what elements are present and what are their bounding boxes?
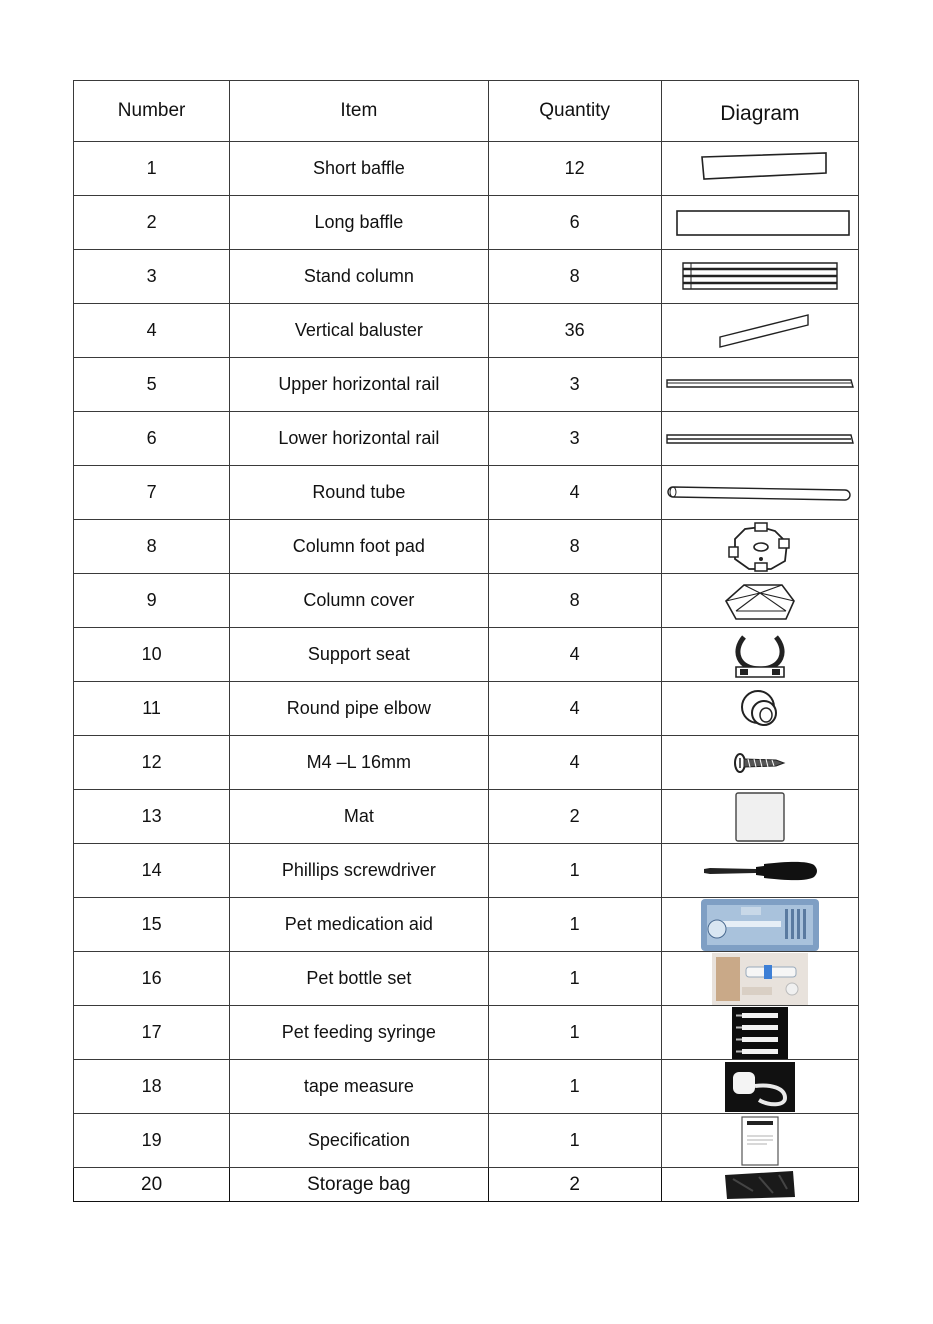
support-seat-icon — [662, 631, 858, 679]
table-row — [74, 1006, 859, 1060]
quantity-cell: 8 — [488, 250, 661, 304]
item-cell: Round tube — [230, 466, 488, 520]
diagram-cell — [661, 790, 858, 844]
item-cell: Phillips screwdriver — [230, 844, 488, 898]
diagram-cell — [661, 412, 858, 466]
foot-pad-icon — [662, 521, 858, 573]
quantity-cell: 3 — [488, 412, 661, 466]
medication-aid-photo — [662, 899, 858, 951]
number-cell: 14 — [74, 844, 230, 898]
item-cell: Lower horizontal rail — [230, 412, 488, 466]
table-row — [74, 412, 859, 466]
quantity-cell: 2 — [488, 1168, 661, 1202]
vertical-baluster-icon — [662, 309, 858, 353]
quantity-cell: 1 — [488, 1114, 661, 1168]
table-row — [74, 1168, 859, 1202]
diagram-cell — [661, 736, 858, 790]
quantity-cell: 4 — [488, 682, 661, 736]
pipe-elbow-icon — [662, 687, 858, 731]
diagram-cell — [661, 358, 858, 412]
item-cell: Mat — [230, 790, 488, 844]
item-cell: Stand column — [230, 250, 488, 304]
quantity-cell: 1 — [488, 952, 661, 1006]
diagram-cell — [661, 520, 858, 574]
quantity-cell: 3 — [488, 358, 661, 412]
diagram-cell — [661, 844, 858, 898]
item-cell: Vertical baluster — [230, 304, 488, 358]
table-row — [74, 574, 859, 628]
number-cell: 19 — [74, 1114, 230, 1168]
diagram-cell — [661, 1168, 858, 1202]
syringe-photo — [662, 1007, 858, 1059]
table-row — [74, 952, 859, 1006]
diagram-cell — [661, 952, 858, 1006]
number-cell: 13 — [74, 790, 230, 844]
item-cell: M4 –L 16mm — [230, 736, 488, 790]
table-row — [74, 196, 859, 250]
quantity-cell: 36 — [488, 304, 661, 358]
number-cell: 7 — [74, 466, 230, 520]
number-cell: 17 — [74, 1006, 230, 1060]
diagram-cell — [661, 628, 858, 682]
item-cell: Pet bottle set — [230, 952, 488, 1006]
quantity-cell: 8 — [488, 520, 661, 574]
item-cell: Support seat — [230, 628, 488, 682]
parts-list-table — [73, 80, 859, 1202]
table-row — [74, 790, 859, 844]
column-cover-icon — [662, 579, 858, 623]
short-baffle-icon — [662, 149, 858, 189]
item-cell: tape measure — [230, 1060, 488, 1114]
diagram-cell — [661, 250, 858, 304]
diagram-cell — [661, 304, 858, 358]
screw-icon — [662, 751, 858, 775]
number-cell: 12 — [74, 736, 230, 790]
number-cell: 4 — [74, 304, 230, 358]
item-cell: Short baffle — [230, 142, 488, 196]
quantity-cell: 1 — [488, 1060, 661, 1114]
table-row — [74, 1114, 859, 1168]
quantity-cell: 4 — [488, 466, 661, 520]
diagram-cell — [661, 1006, 858, 1060]
item-cell: Column foot pad — [230, 520, 488, 574]
number-cell: 1 — [74, 142, 230, 196]
diagram-cell — [661, 142, 858, 196]
quantity-cell: 12 — [488, 142, 661, 196]
number-cell: 8 — [74, 520, 230, 574]
diagram-cell — [661, 574, 858, 628]
bottle-set-photo — [662, 953, 858, 1005]
header-quantity: Quantity — [488, 81, 661, 142]
quantity-cell: 1 — [488, 844, 661, 898]
header-item: Item — [230, 81, 488, 142]
quantity-cell: 1 — [488, 898, 661, 952]
item-cell: Specification — [230, 1114, 488, 1168]
item-cell: Pet medication aid — [230, 898, 488, 952]
stand-column-icon — [662, 257, 858, 297]
number-cell: 6 — [74, 412, 230, 466]
diagram-cell — [661, 1114, 858, 1168]
screwdriver-icon — [662, 857, 858, 885]
diagram-cell — [661, 898, 858, 952]
diagram-cell — [661, 466, 858, 520]
item-cell: Column cover — [230, 574, 488, 628]
number-cell: 20 — [74, 1168, 230, 1202]
header-diagram: Diagram — [661, 81, 858, 142]
table-row — [74, 844, 859, 898]
number-cell: 5 — [74, 358, 230, 412]
diagram-cell — [661, 1060, 858, 1114]
table-row — [74, 520, 859, 574]
number-cell: 2 — [74, 196, 230, 250]
diagram-cell — [661, 682, 858, 736]
diagram-cell — [661, 196, 858, 250]
lower-rail-icon — [662, 429, 858, 449]
quantity-cell: 4 — [488, 628, 661, 682]
table-row — [74, 736, 859, 790]
table-row — [74, 1060, 859, 1114]
round-tube-icon — [662, 483, 858, 503]
number-cell: 15 — [74, 898, 230, 952]
table-row — [74, 250, 859, 304]
table-header-row — [74, 81, 859, 142]
long-baffle-icon — [662, 203, 858, 243]
quantity-cell: 8 — [488, 574, 661, 628]
number-cell: 18 — [74, 1060, 230, 1114]
quantity-cell: 1 — [488, 1006, 661, 1060]
table-row — [74, 466, 859, 520]
tape-measure-photo — [662, 1062, 858, 1112]
mat-icon — [662, 791, 858, 843]
number-cell: 3 — [74, 250, 230, 304]
table-row — [74, 304, 859, 358]
quantity-cell: 2 — [488, 790, 661, 844]
item-cell: Round pipe elbow — [230, 682, 488, 736]
header-number: Number — [74, 81, 230, 142]
quantity-cell: 6 — [488, 196, 661, 250]
table-row — [74, 142, 859, 196]
table-row — [74, 358, 859, 412]
item-cell: Pet feeding syringe — [230, 1006, 488, 1060]
number-cell: 11 — [74, 682, 230, 736]
item-cell: Upper horizontal rail — [230, 358, 488, 412]
quantity-cell: 4 — [488, 736, 661, 790]
number-cell: 9 — [74, 574, 230, 628]
number-cell: 16 — [74, 952, 230, 1006]
table-row — [74, 898, 859, 952]
item-cell: Long baffle — [230, 196, 488, 250]
number-cell: 10 — [74, 628, 230, 682]
table-row — [74, 628, 859, 682]
table-row — [74, 682, 859, 736]
manual-icon — [662, 1116, 858, 1166]
upper-rail-icon — [662, 375, 858, 395]
storage-bag-photo — [662, 1169, 858, 1201]
item-cell: Storage bag — [230, 1168, 488, 1202]
